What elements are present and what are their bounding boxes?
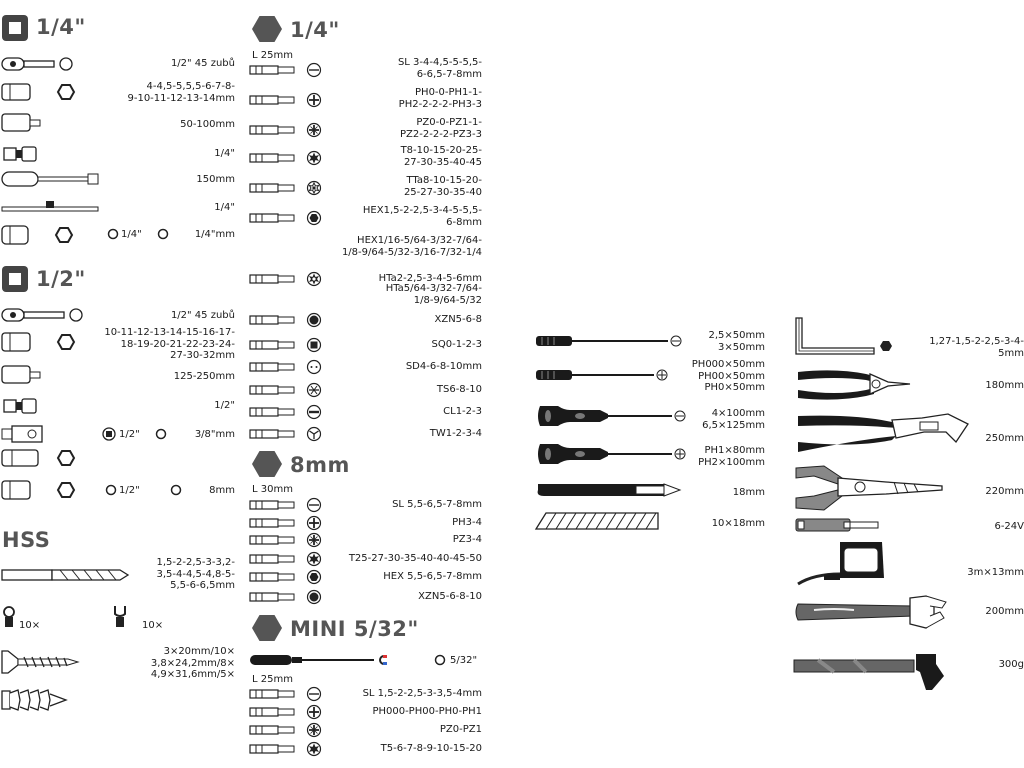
bit-sizes-label: SL 5,5-6,5-7-8mm	[392, 499, 482, 510]
precision-phillips-label: PH000×50mm PH00×50mm PH0×50mm	[691, 359, 765, 393]
bit-shank-icon	[250, 361, 296, 373]
deep-socket-icon	[2, 448, 74, 468]
section-title-bits-8mm: 8mm	[290, 453, 350, 477]
t-handle-icon	[2, 199, 102, 215]
t-handle-label: 1/4"	[214, 202, 235, 213]
slot-tip-icon	[306, 62, 322, 78]
screw-icon	[2, 651, 78, 673]
bit-sizes-label: HTa5/64-3/32-7/64- 1/8-9/64-5/32	[385, 283, 482, 306]
xzn-tip-icon	[306, 312, 322, 328]
bit-sizes-label: T8-10-15-20-25- 27-30-35-40-45	[400, 145, 482, 168]
adapter-half-label-b: 3/8"mm	[194, 429, 235, 440]
hex-drive-icon	[252, 451, 282, 477]
bit-sizes-label: HEX1/16-5/64-3/32-7/64- 1/8-9/64-5/32-3/16-7/32-1/4	[341, 235, 482, 258]
bit-sizes-label: SL 1,5-2-2,5-3-3,5-4mm	[362, 688, 482, 699]
torx-tip-icon	[306, 150, 322, 166]
ring-terminal-count: 10×	[19, 620, 41, 631]
socket-icon	[2, 479, 74, 501]
bit-sizes-label: TS6-8-10	[436, 384, 482, 395]
blade-refill-label: 10×18mm	[711, 518, 765, 529]
extension-bar-label: 50-100mm	[180, 119, 235, 130]
bit-shank-icon	[250, 94, 296, 106]
small-ring-icon	[170, 484, 182, 496]
bit-length-label: L 25mm	[252, 50, 293, 61]
torx-tip-icon	[306, 551, 322, 567]
bit-shank-icon	[250, 517, 296, 529]
combination-pliers-label: 180mm	[985, 380, 1024, 391]
voltage-tester-label: 6-24V	[994, 521, 1024, 532]
ph-tip-icon	[306, 92, 322, 108]
ratchet-icon	[2, 307, 84, 323]
hammer-label: 300g	[998, 659, 1024, 670]
adapter-icon	[2, 425, 48, 443]
bit-length-label: L 25mm	[252, 674, 293, 685]
hex-key-sizes-label: 1,27-1,5-2-2,5-3-4- 5mm	[929, 336, 1024, 359]
mini-bit-driver-icon	[250, 653, 398, 667]
ts-tip-icon	[306, 382, 322, 398]
screwdriver-flat-label: 4×100mm 6,5×125mm	[702, 408, 765, 431]
ratchet-icon	[2, 56, 72, 72]
small-ring-icon	[107, 228, 119, 240]
bit-sizes-label: HEX1,5-2-2,5-3-4-5-5,5- 6-8mm	[362, 205, 482, 228]
hex-drive-icon	[252, 615, 282, 641]
small-ring-icon	[155, 428, 167, 440]
bit-shank-icon	[250, 743, 296, 755]
bit-shank-icon	[250, 571, 296, 583]
combination-pliers-icon	[796, 366, 916, 402]
screw-sizes-label: 3×20mm/10× 3,8×24,2mm/8× 4,9×31,6mm/5×	[150, 646, 235, 680]
bit-shank-icon	[250, 553, 296, 565]
bit-sizes-label: T5-6-7-8-9-10-15-20	[380, 743, 482, 754]
xzn-tip-icon	[306, 589, 322, 605]
precision-flat-label: 2,5×50mm 3×50mm	[708, 330, 765, 353]
torx-tip-icon	[306, 741, 322, 757]
sd-tip-icon	[306, 359, 322, 375]
socket-half-label-b: 8mm	[209, 485, 235, 496]
small-ring-icon	[105, 484, 117, 496]
section-title-quarter-inch: 1/4"	[36, 15, 86, 39]
bit-sizes-label: TTa8-10-15-20- 25-27-30-35-40	[403, 175, 482, 198]
bit-shank-icon	[250, 724, 296, 736]
bit-shank-icon	[250, 384, 296, 396]
small-ring-icon	[434, 654, 446, 666]
square-ring-icon	[102, 427, 116, 441]
spinner-handle-icon	[2, 171, 102, 187]
bit-sizes-label: PH3-4	[452, 517, 482, 528]
fork-terminal-icon	[113, 606, 127, 628]
water-pump-pliers-icon	[796, 412, 972, 458]
blade-refill-icon	[536, 511, 662, 531]
section-title-bits-quarter: 1/4"	[290, 18, 340, 42]
adapter-label-b: 1/4"mm	[194, 229, 235, 240]
hex-tip-icon	[306, 210, 322, 226]
pz-tip-icon	[306, 722, 322, 738]
bit-shank-icon	[250, 64, 296, 76]
spinner-handle-label: 150mm	[196, 174, 235, 185]
bit-sizes-label: XZN5-6-8-10	[418, 591, 482, 602]
wall-plug-icon	[2, 689, 72, 711]
small-ring-icon	[157, 228, 169, 240]
bit-sizes-label: PZ0-PZ1	[439, 724, 482, 735]
wire-stripper-icon	[794, 464, 944, 512]
bit-sizes-label: PZ3-4	[452, 534, 482, 545]
extension-half-label: 125-250mm	[173, 371, 235, 382]
bit-shank-icon	[250, 534, 296, 546]
bit-sizes-label: XZN5-6-8	[434, 314, 482, 325]
extension-bar-icon	[2, 114, 42, 132]
hammer-icon	[794, 650, 954, 690]
bit-shank-icon	[250, 124, 296, 136]
bit-sizes-label: PZ0-0-PZ1-1- PZ2-2-2-2-PZ3-3	[400, 117, 482, 140]
bit-shank-icon	[250, 182, 296, 194]
square-drive-icon	[2, 15, 28, 41]
section-title-half-inch: 1/2"	[36, 267, 86, 291]
pz-tip-icon	[306, 532, 322, 548]
adapter-socket-icon	[2, 224, 74, 246]
water-pump-pliers-label: 250mm	[985, 433, 1024, 444]
utility-knife-label: 18mm	[732, 487, 765, 498]
section-title-hss: HSS	[2, 528, 51, 552]
bit-sizes-label: PH0-0-PH1-1- PH2-2-2-2-PH3-3	[398, 87, 482, 110]
ph-tip-icon	[306, 704, 322, 720]
ttorx-tip-icon	[306, 180, 322, 196]
bit-shank-icon	[250, 273, 296, 285]
bit-shank-icon	[250, 688, 296, 700]
bit-shank-icon	[250, 212, 296, 224]
hex-tip-icon	[306, 569, 322, 585]
precision-screwdriver-flat-icon	[536, 334, 684, 348]
adapter-half-label-a: 1/2"	[119, 429, 140, 440]
hex-key-icon	[794, 316, 894, 356]
slot-tip-icon	[306, 686, 322, 702]
bit-shank-icon	[250, 591, 296, 603]
bit-shank-icon	[250, 499, 296, 511]
wire-stripper-label: 220mm	[985, 486, 1024, 497]
bit-sizes-label: SD4-6-8-10mm	[405, 361, 482, 372]
ph-tip-icon	[306, 515, 322, 531]
bit-sizes-label: SQ0-1-2-3	[431, 339, 482, 350]
ring-terminal-icon	[2, 606, 16, 628]
adjustable-wrench-icon	[794, 594, 954, 630]
bit-shank-icon	[250, 339, 296, 351]
mini-driver-size-label: 5/32"	[450, 655, 478, 666]
screwdriver-phillips-icon	[536, 442, 688, 466]
hex-drive-icon	[252, 16, 282, 42]
socket-sizes-label: 4-4,5-5,5,5-6-7-8- 9-10-11-12-13-14mm	[127, 81, 235, 104]
ratchet-label: 1/2" 45 zubů	[170, 58, 235, 69]
universal-joint-label: 1/4"	[214, 148, 235, 159]
pz-tip-icon	[306, 122, 322, 138]
extension-bar-icon	[2, 366, 42, 384]
cl-tip-icon	[306, 404, 322, 420]
bit-shank-icon	[250, 428, 296, 440]
socket-half-sizes-label: 10-11-12-13-14-15-16-17- 18-19-20-21-22-23-24- 27-30-32mm	[104, 327, 235, 361]
htorx-tip-icon	[306, 271, 322, 287]
socket-half-label-a: 1/2"	[119, 485, 140, 496]
drill-bit-icon	[2, 567, 130, 583]
bit-sizes-label: PH000-PH00-PH0-PH1	[372, 706, 482, 717]
bit-sizes-label: TW1-2-3-4	[429, 428, 482, 439]
voltage-tester-icon	[796, 518, 882, 532]
universal-joint-half-label: 1/2"	[214, 400, 235, 411]
tw-tip-icon	[306, 426, 322, 442]
bit-shank-icon	[250, 706, 296, 718]
bit-shank-icon	[250, 314, 296, 326]
sq-tip-icon	[306, 337, 322, 353]
square-drive-icon	[2, 266, 28, 292]
precision-screwdriver-phillips-icon	[536, 368, 670, 382]
bit-length-label: L 30mm	[252, 484, 293, 495]
universal-joint-icon	[2, 398, 42, 414]
section-title-bits-mini: MINI 5/32"	[290, 617, 419, 641]
drill-bit-sizes-label: 1,5-2-2,5-3-3,2- 3,5-4-4,5-4,8-5- 5,5-6-6,5mm	[156, 557, 235, 591]
ratchet-half-label: 1/2" 45 zubů	[170, 310, 235, 321]
tape-measure-icon	[794, 538, 890, 588]
screwdriver-flat-icon	[536, 404, 688, 428]
bit-sizes-label: CL1-2-3	[443, 406, 482, 417]
tape-measure-label: 3m×13mm	[967, 567, 1024, 578]
fork-terminal-count: 10×	[142, 620, 164, 631]
bit-shank-icon	[250, 152, 296, 164]
socket-icon	[2, 331, 74, 353]
adapter-label-a: 1/4"	[121, 229, 142, 240]
universal-joint-icon	[2, 146, 42, 162]
adjustable-wrench-label: 200mm	[985, 606, 1024, 617]
bit-sizes-label: SL 3-4-4,5-5-5,5- 6-6,5-7-8mm	[397, 57, 482, 80]
slot-tip-icon	[306, 497, 322, 513]
bit-shank-icon	[250, 406, 296, 418]
utility-knife-icon	[536, 480, 682, 500]
screwdriver-phillips-label: PH1×80mm PH2×100mm	[698, 445, 765, 468]
bit-sizes-label: T25-27-30-35-40-40-45-50	[348, 553, 482, 564]
bit-sizes-label: HEX 5,5-6,5-7-8mm	[383, 571, 482, 582]
bit-sizes-label: HTa2-2,5-3-4-5-6mm	[378, 273, 482, 284]
socket-icon	[2, 82, 74, 102]
